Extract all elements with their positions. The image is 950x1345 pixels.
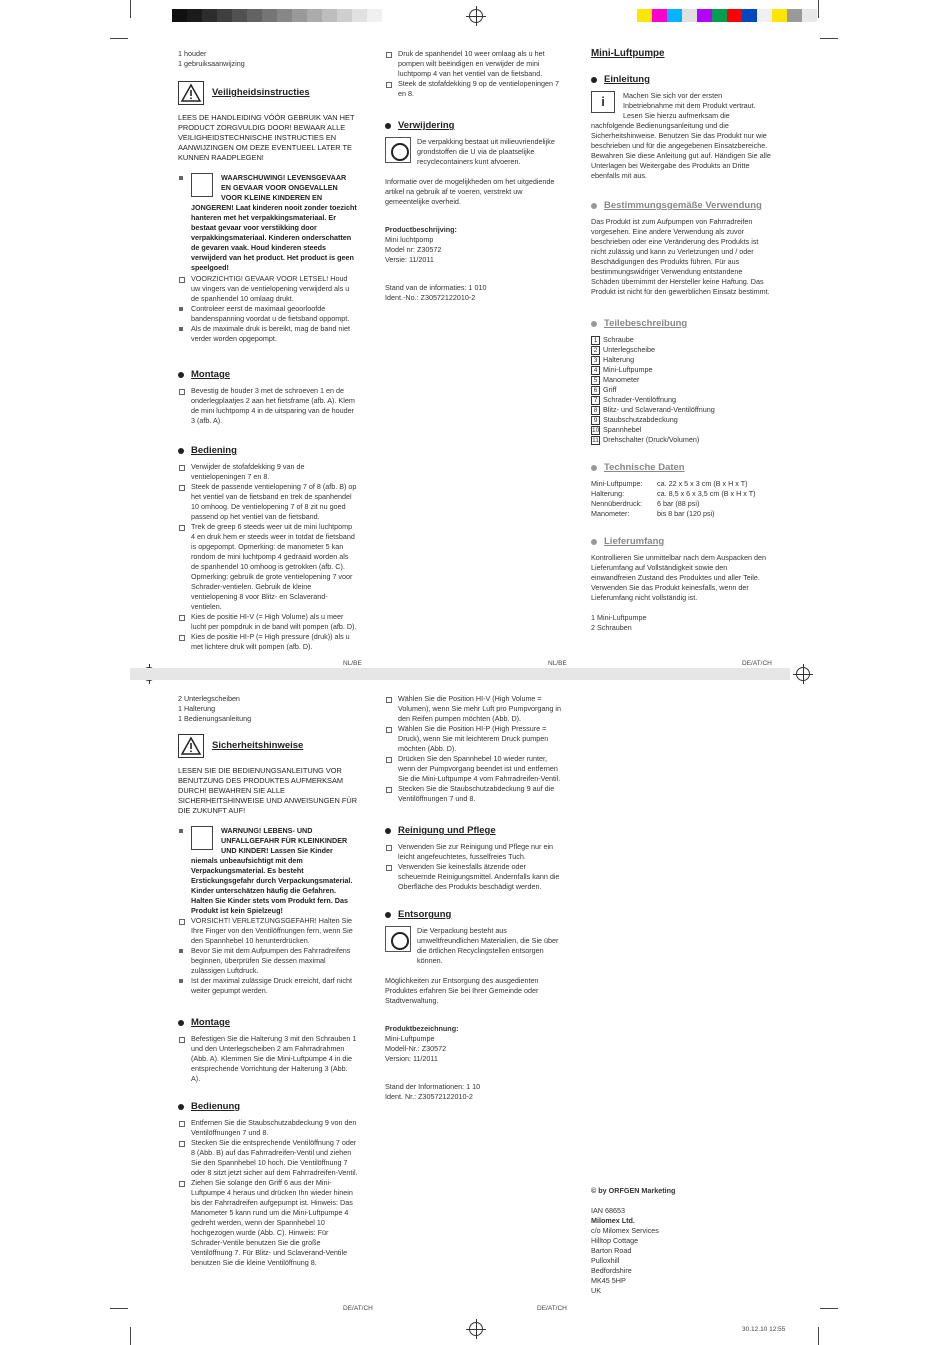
- list-item: Ist der maximal zulässige Druck erreicht, darf nicht weiter gepumpt werden.: [178, 976, 358, 996]
- part-label: Halterung: [603, 355, 635, 364]
- parts-row: [591, 335, 771, 345]
- color-swatch: [337, 9, 352, 22]
- tech-value: bis 8 bar (120 psi): [657, 509, 715, 518]
- parts-row: [591, 375, 771, 385]
- fold-divider: [130, 668, 790, 680]
- status-line: Ident. Nr.: Z30572122010-2: [385, 1092, 473, 1101]
- address-line: Milomex Ltd.: [591, 1216, 635, 1225]
- color-swatch: [262, 9, 277, 22]
- color-swatch: [652, 9, 667, 22]
- color-swatch: [172, 9, 187, 22]
- color-swatch: [232, 9, 247, 22]
- part-number: 3: [591, 356, 600, 365]
- part-label: Griff: [603, 385, 617, 394]
- color-swatch: [787, 9, 802, 22]
- color-calibration-strip-right: [637, 9, 817, 22]
- product-line: Mini luchtpomp: [385, 235, 434, 244]
- child-warning-icon: [191, 826, 213, 850]
- list-item: Wählen Sie die Position HI-P (High Pressure = Druck), wenn Sie mit leichterem Druck pumpen möchten (Abb. D).: [385, 724, 565, 754]
- color-swatch: [667, 9, 682, 22]
- list-item: Steek de stofafdekking 9 op de ventielopeningen 7 en 8.: [385, 79, 565, 99]
- list-item: Verwijder de stofafdekking 9 van de ventielopeningen 7 en 8.: [178, 462, 358, 482]
- color-swatch: [802, 9, 817, 22]
- section-title: Lieferumfang: [604, 537, 771, 547]
- registration-mark-icon: [796, 667, 810, 681]
- list-item: Controleer eerst de maximaal geoorloofde bandenspanning voordat u de fietsband oppompt.: [178, 304, 358, 324]
- address-line: Barton Road: [591, 1246, 632, 1255]
- page-footer: NL/BE: [343, 660, 362, 667]
- color-swatch: [202, 9, 217, 22]
- safety-caps-text: LESEN SIE DIE BEDIENUNGSANLEITUNG VOR BENUTZUNG DES PRODUKTES AUFMERKSAM DURCH! BEWAHREN SIE ALLE SICHERHEITSHINWEISE UND ANWEISUNGEN FÜR DIE ZUKUNFT AUF!: [178, 766, 358, 815]
- product-label: Productbeschrijving:: [385, 225, 457, 234]
- parts-row: [591, 405, 771, 415]
- color-swatch: [217, 9, 232, 22]
- list-item: Kies de positie HI-V (= High Volume) als u meer lucht per pompdruk in de band wilt pompen (afb. D).: [178, 612, 358, 632]
- tech-value: ca. 22 x 5 x 3 cm (B x H x T): [657, 479, 748, 488]
- parts-row: [591, 385, 771, 395]
- tech-key: Halterung:: [591, 489, 625, 498]
- de-column-5: [385, 694, 565, 1102]
- info-icon: i: [591, 91, 615, 113]
- color-swatch: [742, 9, 757, 22]
- tech-value: 6 bar (88 psi): [657, 499, 700, 508]
- list-item: 2 Schrauben: [591, 623, 632, 632]
- section-title: Entsorgung: [398, 910, 565, 920]
- color-swatch: [637, 9, 652, 22]
- part-number: 8: [591, 406, 600, 415]
- color-swatch: [757, 9, 772, 22]
- de-column-4: [178, 694, 358, 1268]
- address-line: MK45 5HP: [591, 1276, 626, 1285]
- list-item: Bevor Sie mit dem Aufpumpen des Fahrradreifens beginnen, überprüfen Sie dessen maximal zulässigen Luftdruck.: [178, 946, 358, 976]
- part-label: Spannhebel: [603, 425, 642, 434]
- crop-mark: [820, 1308, 838, 1309]
- part-number: 10: [592, 426, 600, 434]
- color-calibration-strip-left: [172, 9, 382, 22]
- de-column-3: [591, 49, 771, 633]
- crop-mark: [130, 1327, 131, 1345]
- parts-row: [591, 365, 771, 375]
- warning-text: VOORZICHTIG! GEVAAR VOOR LETSEL! Houd uw vingers van de ventielopening verwijderd als u de spanhendel 10 omlaag drukt.: [178, 274, 358, 304]
- section-title: Montage: [191, 1018, 358, 1028]
- section-title: Technische Daten: [604, 463, 771, 473]
- part-number: 7: [591, 396, 600, 405]
- part-number: 5: [591, 376, 600, 385]
- list-item: Als de maximale druk is bereikt, mag de band niet verder worden opgepompt.: [178, 324, 358, 344]
- copyright: © by ORFGEN Marketing: [591, 1186, 676, 1195]
- list-item: 1 Halterung: [178, 704, 216, 713]
- warning-block: [178, 826, 358, 916]
- list-item: Wählen Sie die Position HI-V (High Volume = Volumen), wenn Sie mehr Luft pro Pumpvorgang in den Reifen pumpen möchten (Abb. D).: [385, 694, 565, 724]
- color-swatch: [367, 9, 382, 22]
- tech-key: Manometer:: [591, 509, 630, 518]
- list-item: Trek de greep 6 steeds weer uit de mini luchtpomp 4 en druk hem er steeds weer in totdat de fietsband is opgepompt. Opmerking: de manometer 5 kan rondom de mini luchtpomp 4 gedraaid worden als de spanhendel 10 omhoog is getrokken (afb. C). Opmerking: gebruik de grote ventielopening 7 voor Schrader-ventielen. Gebruik de kleine ventielopening 8 voor Blitz- en Sclaverand-ventielen.: [178, 522, 358, 612]
- address-line: c/o Milomex Services: [591, 1226, 659, 1235]
- part-label: Blitz- und Sclaverand-Ventilöffnung: [603, 405, 715, 414]
- product-line: Modell-Nr.: Z30572: [385, 1044, 447, 1053]
- crop-mark: [110, 1308, 128, 1309]
- list-item: Bevestig de houder 3 met de schroeven 1 en de onderlegplaatjes 2 aan het fietsframe (afb. A). Klem de mini luchtpomp 4 in de uitsparing van de houder 3 (afb. A).: [178, 386, 358, 426]
- color-swatch: [712, 9, 727, 22]
- timestamp: 30.12.10 12:55: [742, 1326, 786, 1333]
- section-title: Bedienung: [191, 1102, 358, 1112]
- list-item: Stecken Sie die Staubschutzabdeckung 9 auf die Ventilöffnungen 7 und 8.: [385, 784, 565, 804]
- tech-table: [591, 479, 771, 519]
- parts-row: [591, 355, 771, 365]
- parts-row: [591, 435, 771, 445]
- page-footer: NL/BE: [548, 660, 567, 667]
- list-item: 1 houder: [178, 49, 207, 58]
- parts-row: [591, 345, 771, 355]
- warning-text: VORSICHT! VERLETZUNGSGEFAHR! Halten Sie Ihre Finger von den Ventilöffnungen fern, wenn Sie den Spannhebel 10 herunterdrücken.: [178, 916, 358, 946]
- address-line: Bedfordshire: [591, 1266, 632, 1275]
- company-address: [591, 1206, 771, 1296]
- parts-row: [591, 415, 771, 425]
- list-item: Ziehen Sie solange den Griff 6 aus der Mini-Luftpumpe 4 heraus und drücken Ihn wieder hinein bis der Fahrradreifen aufgepumpt ist. Hinweis: Das Manometer 5 kann rund um die Mini-Luftpumpe 4 gedreht werden, wenn der Spannhebel 10 hochgezogen wurde (Abb. C). Hinweis: Für Schrader-Ventile benutzen Sie die große Ventilöffnung 7. Für Blitz- und Sclaverand-Ventile benutzen Sie die kleine Ventilöffnung 8.: [178, 1178, 358, 1268]
- parts-row: [591, 425, 771, 435]
- registration-mark-icon: [469, 1322, 483, 1336]
- part-number: 2: [591, 346, 600, 355]
- part-number: 4: [591, 366, 600, 375]
- color-swatch: [292, 9, 307, 22]
- tech-row: [591, 499, 771, 509]
- list-item: 2 Unterlegscheiben: [178, 694, 240, 703]
- company-block: [591, 1186, 771, 1296]
- use-text: Das Produkt ist zum Aufpumpen von Fahrradreifen vorgesehen. Eine andere Verwendung als zuvor beschrieben oder eine Veränderung des Produkts ist nicht zulässig und kann zu Verletzungen und / oder Beschädigungen des Produkts führen. Für aus bestimmungswidriger Verwendung entstandene Schäden übernimmt der Hersteller keine Haftung. Das Produkt ist nicht für den gewerblichen Einsatz bestimmt.: [591, 217, 770, 296]
- section-title: Montage: [191, 370, 358, 380]
- tech-key: Mini-Luftpumpe:: [591, 479, 643, 488]
- color-swatch: [277, 9, 292, 22]
- product-line: Version: 11/2011: [385, 1054, 438, 1063]
- section-title: Veiligheidsinstructies: [212, 87, 310, 98]
- list-item: Kies de positie HI-P (= High pressure (druk)) als u met lichtere druk wilt pompen (afb. D).: [178, 632, 358, 652]
- status-line: Stand der Informationen: 1 10: [385, 1082, 481, 1091]
- nl-column-2: [385, 49, 565, 303]
- color-swatch: [247, 9, 262, 22]
- delivery-text: Kontrollieren Sie unmittelbar nach dem Auspacken den Lieferumfang auf Vollständigkeit sowie den einwandfreien Zustand des Produktes und aller Teile. Verwenden Sie das Produkt keinesfalls, wenn der Lieferumfang nicht vollständig ist.: [591, 553, 767, 602]
- parts-list: [591, 335, 771, 445]
- child-warning-icon: [191, 173, 213, 197]
- part-label: Drehschalter (Druck/Volumen): [603, 435, 700, 444]
- address-line: UK: [591, 1286, 601, 1295]
- part-label: Unterlegscheibe: [603, 345, 655, 354]
- disposal-info: Möglichkeiten zur Entsorgung des ausgedienten Produktes erfahren Sie bei Ihrer Gemeinde oder Stadtverwaltung.: [385, 976, 539, 1005]
- crop-mark: [110, 38, 128, 39]
- color-swatch: [322, 9, 337, 22]
- tech-row: [591, 509, 771, 519]
- part-label: Schraube: [603, 335, 634, 344]
- section-title: Sicherheitshinweise: [212, 740, 304, 751]
- color-swatch: [727, 9, 742, 22]
- intro-text: Machen Sie sich vor der ersten Inbetriebnahme mit dem Produkt vertraut. Lesen Sie hierzu aufmerksam die nachfolgende Bedienungsanleitung und die Sicherheitshinweise. Benutzen Sie das Produkt nur wie beschrieben und für die angegebenen Einsatzbereiche. Bewahren Sie diese Anleitung gut auf. Händigen Sie alle Unterlagen bei Weitergabe des Produkts an Dritte ebenfalls mit aus.: [591, 91, 771, 180]
- section-title: Teilebeschreibung: [604, 319, 771, 329]
- warning-triangle-icon: [178, 81, 204, 105]
- nl-column-1: [178, 49, 358, 652]
- page-footer: DE/AT/CH: [537, 1305, 567, 1312]
- part-label: Schrader-Ventilöffnung: [603, 395, 676, 404]
- list-item: Steek de passende ventielopening 7 of 8 (afb. B) op het ventiel van de fietsband en trek de spanhendel 10 omhoog. De ventielopening 7 of 8 zit nu goed passend op het ventiel van de fietsband.: [178, 482, 358, 522]
- disposal-text: Die Verpackung besteht aus umweltfreundlichen Materialien, die Sie über die örtlichen Recyclingstellen entsorgen können.: [417, 926, 559, 965]
- crop-mark: [130, 0, 131, 18]
- section-title: Einleitung: [604, 75, 771, 85]
- parts-row: [591, 395, 771, 405]
- section-title: Verwijdering: [398, 121, 565, 131]
- recycle-icon: [385, 137, 411, 163]
- tech-key: Nennüberdruck:: [591, 499, 643, 508]
- part-label: Staubschutzabdeckung: [603, 415, 678, 424]
- list-item: 1 gebruiksaanwijzing: [178, 59, 245, 68]
- color-swatch: [697, 9, 712, 22]
- address-line: Pulloxhill: [591, 1256, 620, 1265]
- removal-text: De verpakking bestaat uit milieuvriendelijke grondstoffen die U via de plaatselijke recyclecontainers kunt afvoeren.: [417, 137, 555, 166]
- product-line: Versie: 11/2011: [385, 255, 434, 264]
- recycle-icon: [385, 926, 411, 952]
- product-line: Mini-Luftpumpe: [385, 1034, 435, 1043]
- list-item: Verwenden Sie zur Reinigung und Pflege nur ein leicht angefeuchtetes, fusselfreies Tuch.: [385, 842, 565, 862]
- list-item: Verwenden Sie keinesfalls ätzende oder scheuernde Reinigungsmittel. Andernfalls kann die Oberfläche des Produkts beschädigt werden.: [385, 862, 565, 892]
- warning-text: WARNUNG! LEBENS- UND UNFALLGEFAHR FÜR KLEINKINDER UND KINDER! Lassen Sie Kinder niemals unbeaufsichtigt mit dem Verpackungsmaterial. Es besteht Erstickungsgefahr durch Verpackungsmaterial. Kinder unterschätzen häufig die Gefahren. Halten Sie Kinder stets vom Produkt fern. Das Produkt ist kein Spielzeug!: [191, 826, 353, 915]
- part-number: 6: [591, 386, 600, 395]
- list-item: Drücken Sie den Spannhebel 10 wieder runter, wenn der Pumpvorgang beendet ist und entfernen Sie die Mini-Luftpumpe 4 vom Fahrradreifen-Ventil.: [385, 754, 565, 784]
- warning-block: [178, 173, 358, 273]
- list-item: Entfernen Sie die Staubschutzabdeckung 9 von den Ventilöffnungen 7 und 8.: [178, 1118, 358, 1138]
- warning-triangle-icon: [178, 734, 204, 758]
- status-line: Ident.-No.: Z30572122010-2: [385, 293, 476, 302]
- part-label: Mini-Luftpumpe: [603, 365, 653, 374]
- status-line: Stand van de informaties: 1 010: [385, 283, 487, 292]
- crop-mark: [818, 0, 819, 18]
- warning-text: WAARSCHUWING! LEVENSGEVAAR EN GEVAAR VOOR ONGEVALLEN VOOR KLEINE KINDEREN EN JONGEREN! Laat kinderen nooit zonder toezicht hanteren met het verpakkingsmateriaal. Er bestaat gevaar voor verstikking door verpakkingsmateriaal. Kinderen onderschatten de gevaren vaak. Houd kinderen steeds verwijderd van het product. Het product is geen speelgoed!: [191, 173, 357, 272]
- page-footer: DE/AT/CH: [343, 1305, 373, 1312]
- part-number: 1: [591, 336, 600, 345]
- removal-info: Informatie over de mogelijkheden om het uitgediende artikel na gebruik af te voeren, verstrekt uw gemeentelijke overheid.: [385, 177, 555, 206]
- registration-mark-icon: [469, 9, 483, 23]
- color-swatch: [352, 9, 367, 22]
- address-line: IAN 68653: [591, 1206, 625, 1215]
- part-number: 11: [592, 436, 599, 444]
- part-number: 9: [591, 416, 600, 425]
- list-item: Druk de spanhendel 10 weer omlaag als u het pompen wilt beëindigen en verwijder de mini luchtpomp 4 van het ventiel van de fietsband.: [385, 49, 565, 79]
- safety-caps-text: LEES DE HANDLEIDING VÓÓR GEBRUIK VAN HET PRODUCT ZORGVULDIG DOOR! BEWAAR ALLE VEILIGHEIDSTECHNISCHE INSTRUCTIES EN AANWIJZINGEN OM DEZE EVENTUEEL LATER TE KUNNEN RAADPLEGEN!: [178, 113, 355, 162]
- color-swatch: [187, 9, 202, 22]
- page-title: Mini-Luftpumpe: [591, 48, 665, 59]
- product-line: Model nr: Z30572: [385, 245, 442, 254]
- product-label: Produktbezeichnung:: [385, 1024, 459, 1033]
- list-item: Stecken Sie die entsprechende Ventilöffnung 7 oder 8 (Abb. B) auf das Fahrradreifen-Ventil und ziehen Sie den Spannhebel 10 hoch. Die Ventilöffnung 7 oder 8 sitzt jetzt sicher auf dem Fahrradreifen-Ventil.: [178, 1138, 358, 1178]
- page-footer: DE/AT/CH: [742, 660, 772, 667]
- section-title: Bediening: [191, 446, 358, 456]
- tech-row: [591, 489, 771, 499]
- address-line: Hilltop Cottage: [591, 1236, 639, 1245]
- list-item: 1 Mini-Luftpumpe: [591, 613, 647, 622]
- color-swatch: [682, 9, 697, 22]
- crop-mark: [820, 38, 838, 39]
- list-item: 1 Bedienungsanleitung: [178, 714, 252, 723]
- section-title: Reinigung und Pflege: [398, 826, 565, 836]
- color-swatch: [307, 9, 322, 22]
- section-title: Bestimmungsgemäße Verwendung: [604, 201, 771, 211]
- tech-row: [591, 479, 771, 489]
- part-label: Manometer: [603, 375, 640, 384]
- tech-value: ca. 8,5 x 6 x 3,5 cm (B x H x T): [657, 489, 756, 498]
- crop-mark: [818, 1327, 819, 1345]
- list-item: Befestigen Sie die Halterung 3 mit den Schrauben 1 und den Unterlegscheiben 2 am Fahrradrahmen (Abb. A). Klemmen Sie die Mini-Luftpumpe 4 in die entsprechende Vorrichtung der Halterung 3 (Abb. A).: [178, 1034, 358, 1084]
- color-swatch: [772, 9, 787, 22]
